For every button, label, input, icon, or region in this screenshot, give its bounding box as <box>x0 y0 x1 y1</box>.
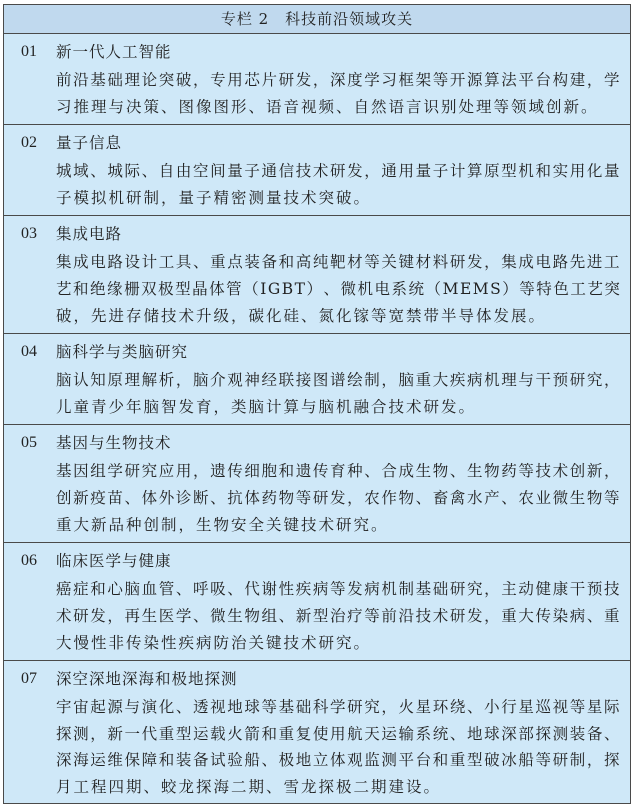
section-title: 新一代人工智能 <box>56 43 172 61</box>
section-number: 07 <box>21 670 37 687</box>
section-number: 02 <box>21 134 37 151</box>
section-title: 临床医学与健康 <box>56 552 172 570</box>
section-heading <box>4 428 620 458</box>
section-title: 深空深地深海和极地探测 <box>56 670 238 688</box>
section-body <box>4 458 620 539</box>
section-02 <box>4 125 630 216</box>
section-body <box>4 694 620 800</box>
section-body <box>4 67 620 121</box>
body-line: 月工程四期、蛟龙探海二期、雪龙探极二期建设。 <box>56 777 442 796</box>
body-line: 深 海 运 维 保 障 和 装 备 试 验 船 、 极 地 立 体 观 监 测 平 台 和 重 型 破 冰 船 等 研 制 ， 探 <box>56 751 620 769</box>
section-heading <box>4 337 620 367</box>
section-list <box>4 34 630 803</box>
feature-box <box>3 4 631 804</box>
body-line: 子模拟机研制，量子精密测量技术突破。 <box>56 189 372 207</box>
section-heading <box>4 219 620 249</box>
section-title: 集成电路 <box>56 225 123 243</box>
section-04 <box>4 334 630 425</box>
section-body <box>4 367 620 421</box>
section-body <box>4 158 620 212</box>
section-07 <box>4 661 630 803</box>
section-number: 06 <box>21 552 37 569</box>
body-line: 前 沿 基 础 理 论 突 破 ， 专 用 芯 片 研 发 ， 深 度 学 习 框 架 等 开 源 算 法 平 台 构 建 ， 学 <box>56 71 620 89</box>
section-05 <box>4 425 630 543</box>
body-line: 大慢性非传染性疾病防治关键技术研究。 <box>56 634 372 652</box>
section-number: 04 <box>21 343 37 360</box>
body-line: 儿童青少年脑智发育，类脑计算与脑机融合技术研发。 <box>56 398 477 416</box>
section-body <box>4 576 620 657</box>
section-heading <box>4 128 620 158</box>
body-line: 集 成 电 路 设 计 工 具 、 重 点 装 备 和 高 纯 靶 材 等 关 键 材 料 研 发 ， 集 成 电 路 先 进 工 <box>56 253 620 271</box>
body-line: 宇 宙 起 源 与 演 化 、 透 视 地 球 等 基 础 科 学 研 究 ， 火 星 环 绕 、 小 行 星 巡 视 等 星 际 <box>56 698 620 716</box>
section-title: 量子信息 <box>56 134 123 152</box>
body-line: 习推理与决策、图像图形、语音视频、自然语言识别处理等领域创新。 <box>56 98 599 116</box>
section-body <box>4 249 620 330</box>
body-line: 癌 症 和 心 脑 血 管 、 呼 吸 、 代 谢 性 疾 病 等 发 病 机 制 基 础 研 究 ， 主 动 健 康 干 预 技 <box>56 580 620 598</box>
section-number: 01 <box>21 43 37 60</box>
body-line: 创 新 疫 苗 、 体 外 诊 断 、 抗 体 药 物 等 研 发 ， 农 作 物 、 畜 禽 水 产 、 农 业 微 生 物 等 <box>56 489 620 507</box>
body-line: 术 研 发 ， 再 生 医 学 、 微 生 物 组 、 新 型 治 疗 等 前 沿 技 术 研 发 ， 重 大 传 染 病 、 重 <box>56 607 620 625</box>
section-06 <box>4 543 630 661</box>
body-line: 艺 和 绝 缘 栅 双 极 型 晶 体 管 （ I G B T ） 、 微 机 电 系 统 （ M E M S ） 等 特 色 工 艺 突 <box>56 280 620 298</box>
body-line: 探 测 ， 新 一 代 重 型 运 载 火 箭 和 重 复 使 用 航 天 运 输 系 统 、 地 球 深 部 探 测 装 备 、 <box>56 724 620 743</box>
box-title: 专栏 2 科技前沿领域攻关 <box>4 5 630 34</box>
section-heading <box>4 37 620 67</box>
body-line: 破，先进存储技术升级，碳化硅、氮化镓等宽禁带半导体发展。 <box>56 307 547 325</box>
section-heading <box>4 664 620 694</box>
section-03 <box>4 216 630 334</box>
section-01 <box>4 34 630 125</box>
section-heading <box>4 546 620 576</box>
body-line: 脑 认 知 原 理 解 析 ， 脑 介 观 神 经 联 接 图 谱 绘 制 ， 脑 重 大 疾 病 机 理 与 干 预 研 究 ， <box>56 371 620 389</box>
body-line: 基 因 组 学 研 究 应 用 ， 遗 传 细 胞 和 遗 传 育 种 、 合 成 生 物 、 生 物 药 等 技 术 创 新 ， <box>56 462 620 480</box>
section-title: 脑科学与类脑研究 <box>56 343 189 361</box>
section-number: 03 <box>21 225 37 242</box>
section-number: 05 <box>21 434 37 451</box>
body-line: 城 域 、 城 际 、 自 由 空 间 量 子 通 信 技 术 研 发 ， 通 用 量 子 计 算 原 型 机 和 实 用 化 量 <box>56 162 620 180</box>
section-title: 基因与生物技术 <box>56 434 172 452</box>
body-line: 重大新品种创制，生物安全关键技术研究。 <box>56 516 389 534</box>
